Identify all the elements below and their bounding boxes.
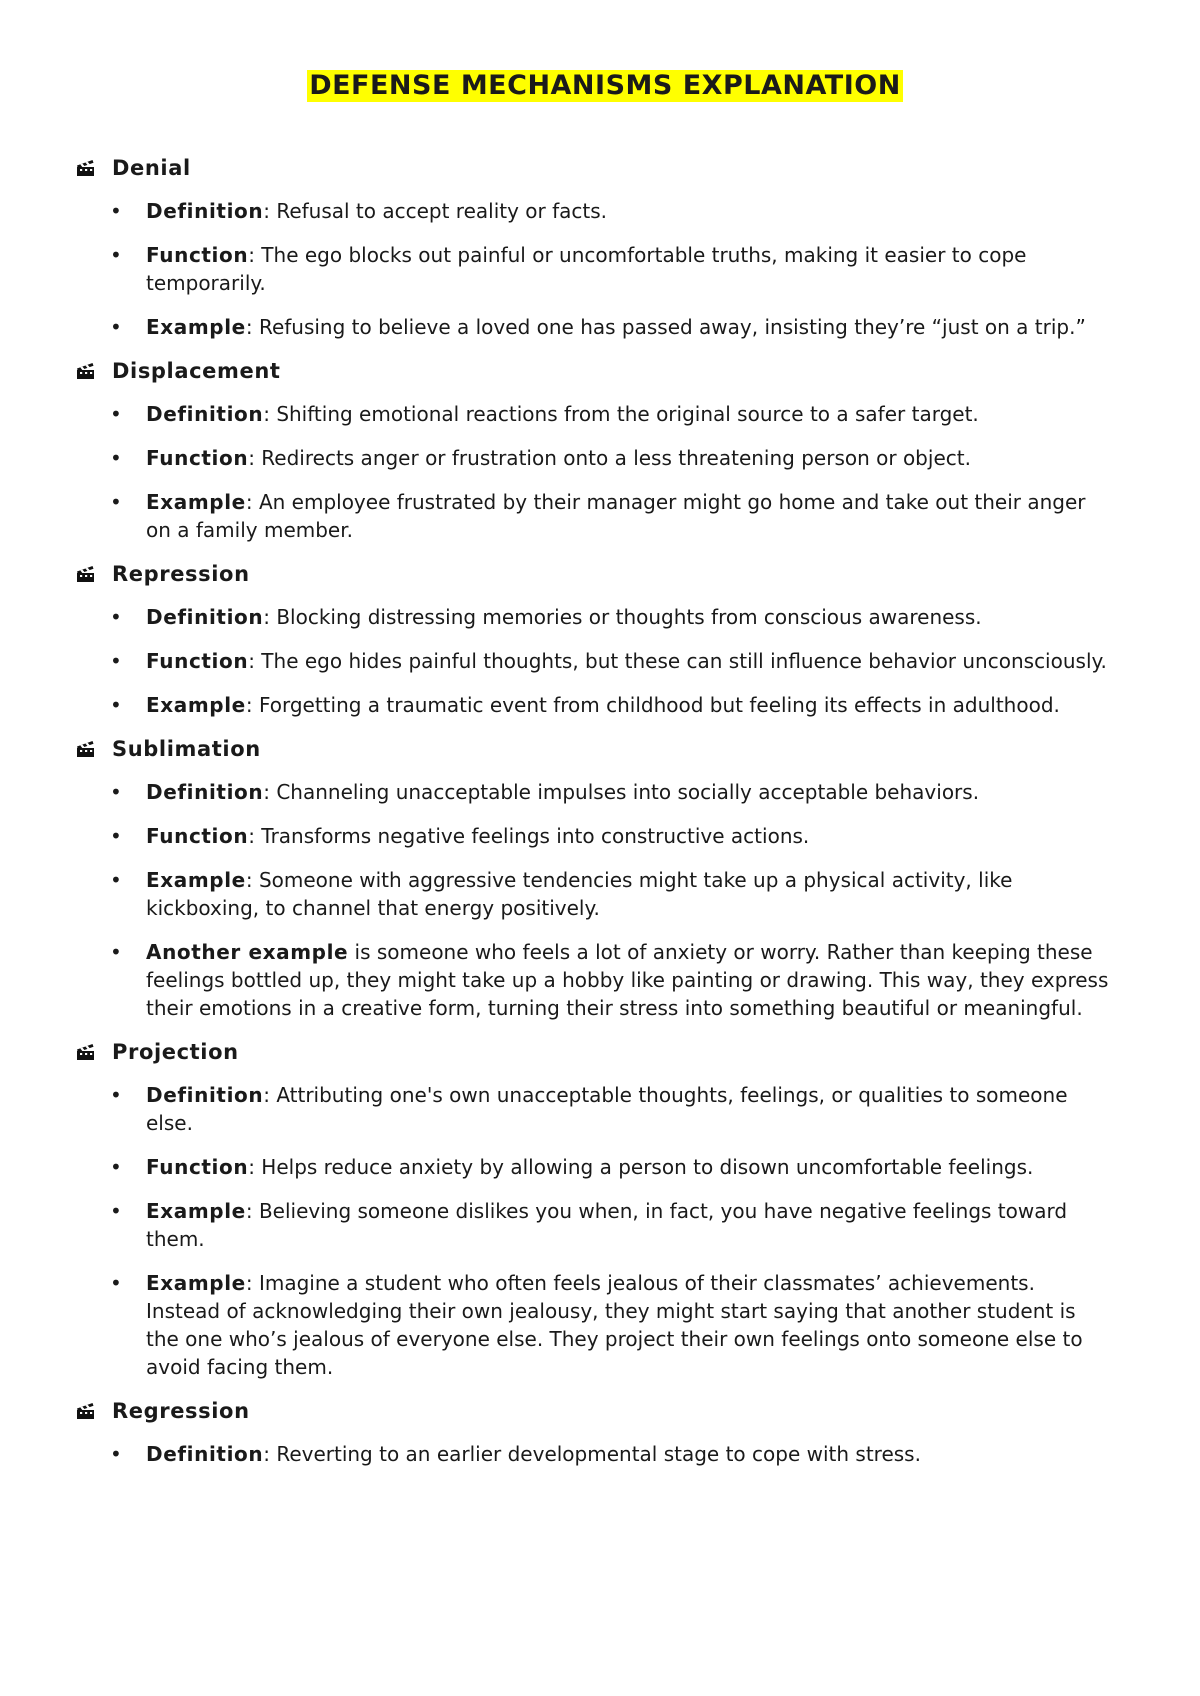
item-term: Another example bbox=[146, 940, 349, 964]
mechanism-item-list bbox=[76, 400, 1110, 544]
list-item bbox=[76, 1081, 1110, 1137]
list-item bbox=[76, 313, 1110, 341]
bullet-icon: • bbox=[110, 824, 122, 848]
item-text: is someone who feels a lot of anxiety or worry. Rather than keeping these feelings bottled up, they might take up a hobby like painting or drawing. This way, they express their emotions in a creative form, turning their stress into something beautiful or meaningful. bbox=[146, 940, 1109, 1020]
clapperboard-icon bbox=[76, 1043, 96, 1061]
item-term: Definition bbox=[146, 1442, 264, 1466]
clapperboard-icon bbox=[76, 1402, 96, 1420]
item-term: Definition bbox=[146, 605, 264, 629]
bullet-icon: • bbox=[110, 1155, 122, 1179]
bullet-icon: • bbox=[110, 605, 122, 629]
item-text: : Redirects anger or frustration onto a less threatening person or object. bbox=[248, 446, 971, 470]
item-term: Example bbox=[146, 315, 246, 339]
list-item bbox=[76, 866, 1110, 922]
item-term: Example bbox=[146, 868, 246, 892]
item-term: Definition bbox=[146, 780, 264, 804]
bullet-icon: • bbox=[110, 315, 122, 339]
bullet-icon: • bbox=[110, 1083, 122, 1107]
item-text: : Shifting emotional reactions from the original source to a safer target. bbox=[263, 402, 979, 426]
list-item bbox=[76, 1197, 1110, 1253]
item-term: Function bbox=[146, 243, 249, 267]
mechanism-heading-text: Regression bbox=[112, 1399, 250, 1423]
list-item bbox=[76, 822, 1110, 850]
item-term: Function bbox=[146, 824, 249, 848]
list-item bbox=[76, 488, 1110, 544]
item-text: : The ego hides painful thoughts, but these can still influence behavior unconsciously. bbox=[248, 649, 1107, 673]
item-text: : Attributing one's own unacceptable thoughts, feelings, or qualities to someone else. bbox=[146, 1083, 1068, 1135]
bullet-icon: • bbox=[110, 868, 122, 892]
list-item bbox=[76, 241, 1110, 297]
clapperboard-icon bbox=[76, 159, 96, 177]
item-text: : Channeling unacceptable impulses into socially acceptable behaviors. bbox=[263, 780, 980, 804]
clapperboard-icon bbox=[76, 565, 96, 583]
item-text: : Reverting to an earlier developmental stage to cope with stress. bbox=[263, 1442, 921, 1466]
item-text: : An employee frustrated by their manager might go home and take out their anger on a family member. bbox=[146, 490, 1086, 542]
item-term: Example bbox=[146, 693, 246, 717]
list-item bbox=[76, 691, 1110, 719]
mechanism-item-list bbox=[76, 197, 1110, 341]
bullet-icon: • bbox=[110, 402, 122, 426]
list-item bbox=[76, 778, 1110, 806]
mechanism-heading bbox=[76, 154, 1110, 182]
bullet-icon: • bbox=[110, 446, 122, 470]
item-term: Example bbox=[146, 1271, 246, 1295]
mechanism-section-sublimation bbox=[76, 735, 1110, 1022]
item-text: : Blocking distressing memories or thoughts from conscious awareness. bbox=[263, 605, 982, 629]
item-term: Definition bbox=[146, 1083, 264, 1107]
list-item bbox=[76, 1269, 1110, 1381]
bullet-icon: • bbox=[110, 649, 122, 673]
list-item bbox=[76, 603, 1110, 631]
mechanism-item-list bbox=[76, 603, 1110, 719]
bullet-icon: • bbox=[110, 693, 122, 717]
list-item bbox=[76, 444, 1110, 472]
mechanism-section-denial bbox=[76, 154, 1110, 341]
item-text: : Helps reduce anxiety by allowing a person to disown uncomfortable feelings. bbox=[248, 1155, 1034, 1179]
item-term: Example bbox=[146, 490, 246, 514]
mechanism-item-list bbox=[76, 1440, 1110, 1468]
mechanism-heading-text: Sublimation bbox=[112, 737, 261, 761]
list-item bbox=[76, 1153, 1110, 1181]
clapperboard-icon bbox=[76, 362, 96, 380]
item-text: : Forgetting a traumatic event from childhood but feeling its effects in adulthood. bbox=[245, 693, 1060, 717]
mechanism-heading bbox=[76, 560, 1110, 588]
mechanism-section-repression bbox=[76, 560, 1110, 719]
bullet-icon: • bbox=[110, 490, 122, 514]
item-term: Definition bbox=[146, 199, 264, 223]
mechanism-heading bbox=[76, 1397, 1110, 1425]
list-item bbox=[76, 1440, 1110, 1468]
mechanism-heading-text: Displacement bbox=[112, 359, 281, 383]
clapperboard-icon bbox=[76, 740, 96, 758]
bullet-icon: • bbox=[110, 940, 122, 964]
mechanism-item-list bbox=[76, 778, 1110, 1022]
mechanism-heading-text: Denial bbox=[112, 156, 191, 180]
sections-container bbox=[76, 154, 1110, 1468]
mechanism-section-projection bbox=[76, 1038, 1110, 1381]
mechanism-section-regression bbox=[76, 1397, 1110, 1468]
item-term: Example bbox=[146, 1199, 246, 1223]
mechanism-item-list bbox=[76, 1081, 1110, 1381]
list-item bbox=[76, 400, 1110, 428]
item-text: : Refusal to accept reality or facts. bbox=[263, 199, 608, 223]
mechanism-heading-text: Projection bbox=[112, 1040, 239, 1064]
bullet-icon: • bbox=[110, 1199, 122, 1223]
bullet-icon: • bbox=[110, 1442, 122, 1466]
bullet-icon: • bbox=[110, 780, 122, 804]
mechanism-heading bbox=[76, 1038, 1110, 1066]
mechanism-section-displacement bbox=[76, 357, 1110, 544]
document-title: DEFENSE MECHANISMS EXPLANATION bbox=[309, 70, 901, 101]
item-term: Function bbox=[146, 649, 249, 673]
item-text: : Transforms negative feelings into constructive actions. bbox=[248, 824, 810, 848]
item-term: Definition bbox=[146, 402, 264, 426]
item-term: Function bbox=[146, 1155, 249, 1179]
mechanism-heading bbox=[76, 735, 1110, 763]
bullet-icon: • bbox=[110, 1271, 122, 1295]
item-text: : Imagine a student who often feels jealous of their classmates’ achievements. Instead of acknowledging their own jealousy, they might start saying that another student is the one who’s jealous of everyone else. They project their own feelings onto someone else to avoid facing them. bbox=[146, 1271, 1083, 1379]
bullet-icon: • bbox=[110, 199, 122, 223]
mechanism-heading-text: Repression bbox=[112, 562, 250, 586]
mechanism-heading bbox=[76, 357, 1110, 385]
bullet-icon: • bbox=[110, 243, 122, 267]
item-term: Function bbox=[146, 446, 249, 470]
item-text: : Refusing to believe a loved one has passed away, insisting they’re “just on a trip.” bbox=[245, 315, 1086, 339]
list-item bbox=[76, 938, 1110, 1022]
list-item bbox=[76, 197, 1110, 225]
item-text: : Believing someone dislikes you when, in fact, you have negative feelings toward them. bbox=[146, 1199, 1068, 1251]
item-text: : Someone with aggressive tendencies might take up a physical activity, like kickboxing, to channel that energy positively. bbox=[146, 868, 1013, 920]
item-text: : The ego blocks out painful or uncomfortable truths, making it easier to cope temporarily. bbox=[146, 243, 1027, 295]
title-wrap bbox=[76, 70, 1110, 102]
list-item bbox=[76, 647, 1110, 675]
